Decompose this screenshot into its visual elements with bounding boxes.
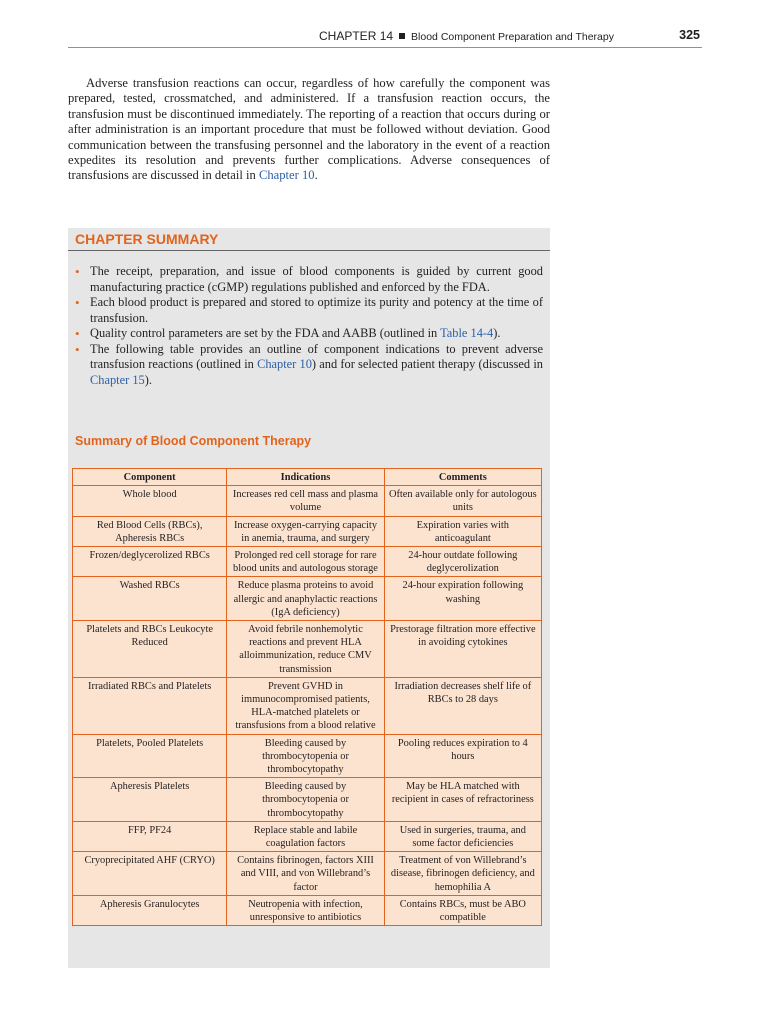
summary-bullet: • Quality control parameters are set by the FDA and AABB (outlined in Table 14-4).: [75, 326, 501, 341]
cell-indications: Avoid febrile nonhemolytic reactions and prevent HLA alloimmunization, reduce CMV transmission: [227, 621, 384, 678]
table-row: [73, 895, 542, 925]
cell-indications: Bleeding caused by thrombocytopenia or thrombocytopathy: [227, 778, 384, 822]
table-row: [73, 734, 542, 778]
chapter-10-link[interactable]: Chapter 10: [258, 168, 315, 183]
intro-paragraph: Adverse transfusion reactions can occur, regardless of how carefully the component was prepared, tested, crossmatched, and administered. If a transfusion reaction occurs, the transfusion must be discontinued immediately. The reporting of a reaction that occurs during or after administration is an important procedure that must be followed without deviation. Good communication between the transfusing personnel and the laboratory in the event of a reaction expedites its resolution and prevents further complications. Adverse consequences of transfusions are discussed in detail in Chapter 10.: [68, 76, 550, 183]
cell-indications: Neutropenia with infection, unresponsive to antibiotics: [227, 895, 384, 925]
column-header-comments: Comments: [384, 469, 541, 486]
bullet-icon: •: [75, 326, 80, 341]
cell-comments: Expiration varies with anticoagulant: [384, 516, 541, 546]
table-row: [73, 778, 542, 822]
cell-component: Frozen/deglycerolized RBCs: [73, 547, 227, 577]
chapter-15-link[interactable]: Chapter 15: [90, 372, 145, 387]
cell-indications: Contains fibrinogen, factors XIII and VIII, and von Willebrand’s factor: [227, 852, 384, 896]
cell-comments: Contains RBCs, must be ABO compatible: [384, 895, 541, 925]
table-title: Summary of Blood Component Therapy: [75, 434, 312, 448]
bullet-icon: •: [75, 341, 80, 357]
cell-indications: Prolonged red cell storage for rare blood units and autologous storage: [227, 547, 384, 577]
cell-component: Whole blood: [73, 486, 227, 516]
cell-component: Red Blood Cells (RBCs), Apheresis RBCs: [73, 516, 227, 546]
summary-bullet-list: [74, 264, 543, 388]
cell-indications: Replace stable and labile coagulation factors: [227, 821, 384, 851]
table-row: [73, 821, 542, 851]
table-14-4-link[interactable]: Table 14-4: [440, 326, 494, 340]
cell-component: Platelets and RBCs Leukocyte Reduced: [73, 621, 227, 678]
table-row: [73, 577, 542, 621]
chapter-summary-heading: CHAPTER SUMMARY: [68, 228, 550, 251]
summary-bullet: • The receipt, preparation, and issue of blood components is guided by current good manufacturing practice (cGMP) regulations published and enforced by the FDA.: [75, 264, 543, 294]
page-number: 325: [679, 28, 700, 42]
table-row: [73, 516, 542, 546]
cell-comments: Irradiation decreases shelf life of RBCs to 28 days: [384, 677, 541, 734]
cell-component: Platelets, Pooled Platelets: [73, 734, 227, 778]
table-row: [73, 852, 542, 896]
cell-indications: Prevent GVHD in immunocompromised patients, HLA-matched platelets or transfusions from a blood relative: [227, 677, 384, 734]
cell-component: Washed RBCs: [73, 577, 227, 621]
cell-comments: Used in surgeries, trauma, and some factor deficiencies: [384, 821, 541, 851]
table-row: [73, 486, 542, 516]
cell-component: Apheresis Platelets: [73, 778, 227, 822]
summary-bullet: • The following table provides an outline of component indications to prevent adverse transfusion reactions (outlined in Chapter 10) and for selected patient therapy (discussed in Chapter 15).: [75, 341, 543, 387]
column-header-indications: Indications: [227, 469, 384, 486]
cell-component: Apheresis Granulocytes: [73, 895, 227, 925]
cell-component: Cryoprecipitated AHF (CRYO): [73, 852, 227, 896]
square-bullet-icon: [399, 33, 405, 39]
bullet-icon: •: [75, 264, 80, 279]
running-head-chapter: CHAPTER 14 Blood Component Preparation and Therapy: [319, 29, 614, 43]
cell-indications: Reduce plasma proteins to avoid allergic and anaphylactic reactions (IgA deficiency): [227, 577, 384, 621]
cell-comments: Often available only for autologous units: [384, 486, 541, 516]
chapter-10-link[interactable]: Chapter 10: [257, 357, 312, 371]
cell-indications: Increase oxygen-carrying capacity in anemia, trauma, and surgery: [227, 516, 384, 546]
table-row: [73, 677, 542, 734]
running-head: [68, 27, 702, 48]
cell-comments: Treatment of von Willebrand’s disease, fibrinogen deficiency, and hemophilia A: [384, 852, 541, 896]
table-row: [73, 547, 542, 577]
column-header-component: Component: [73, 469, 227, 486]
bullet-icon: •: [75, 295, 80, 310]
cell-indications: Bleeding caused by thrombocytopenia or thrombocytopathy: [227, 734, 384, 778]
chapter-summary-box: [68, 228, 550, 968]
blood-component-therapy-table: [72, 468, 542, 926]
table-header-row: [73, 469, 542, 486]
cell-comments: 24-hour expiration following washing: [384, 577, 541, 621]
cell-comments: Prestorage filtration more effective in avoiding cytokines: [384, 621, 541, 678]
cell-comments: May be HLA matched with recipient in cases of refractoriness: [384, 778, 541, 822]
summary-bullet: • Each blood product is prepared and stored to optimize its purity and potency at the time of transfusion.: [75, 295, 543, 325]
cell-component: Irradiated RBCs and Platelets: [73, 677, 227, 734]
running-head-title: Blood Component Preparation and Therapy: [411, 31, 614, 43]
cell-comments: 24-hour outdate following deglycerolization: [384, 547, 541, 577]
table-row: [73, 621, 542, 678]
cell-indications: Increases red cell mass and plasma volume: [227, 486, 384, 516]
cell-component: FFP, PF24: [73, 821, 227, 851]
cell-comments: Pooling reduces expiration to 4 hours: [384, 734, 541, 778]
